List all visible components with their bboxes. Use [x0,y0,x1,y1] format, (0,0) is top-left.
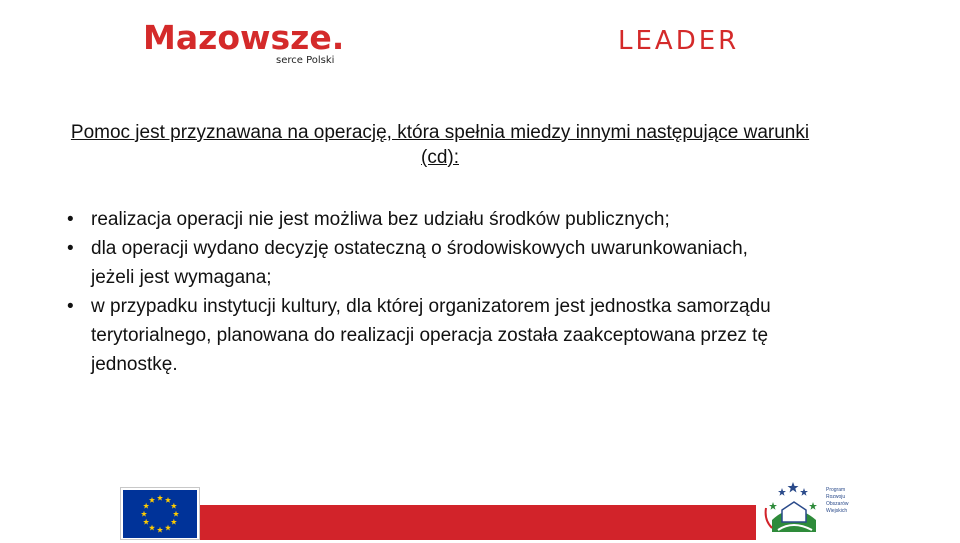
list-item-text: w przypadku instytucji kultury, dla której organizatorem jest jednostka samorządu terytorialnego, planowana do realizacji operacja została zaakceptowana przez tę jednostkę. [91,296,771,375]
prow-logo-text [826,487,866,515]
mazowsze-logo-tagline: serce Polski [276,55,335,66]
bullet-icon: • [67,296,74,317]
prow-text-line: Obszarów [826,501,849,507]
eu-flag-icon [120,487,200,540]
prow-text-line: Rozwoju [826,494,846,500]
list-item [66,292,786,379]
list-item [66,205,786,234]
conditions-list [66,205,786,379]
list-item [66,234,786,292]
list-item-text: dla operacji wydano decyzję ostateczną o środowiskowych uwarunkowaniach, jeżeli jest wymagana; [91,238,748,288]
leader-logo: LEADER [618,26,740,56]
mazowsze-logo-text: Mazowsze. [143,18,345,57]
prow-text-line: Program [826,487,846,493]
prow-logo-icon [758,480,828,538]
bullet-icon: • [67,238,74,259]
footer-bar [120,505,756,540]
list-item-text: realizacja operacji nie jest możliwa bez udziału środków publicznych; [91,209,670,230]
slide-title: Pomoc jest przyznawana na operację, która spełnia miedzy innymi następujące warunki (cd): [70,122,810,168]
mazowsze-logo [143,18,353,68]
bullet-icon: • [67,209,74,230]
prow-text-line: Wiejskich [826,508,848,514]
